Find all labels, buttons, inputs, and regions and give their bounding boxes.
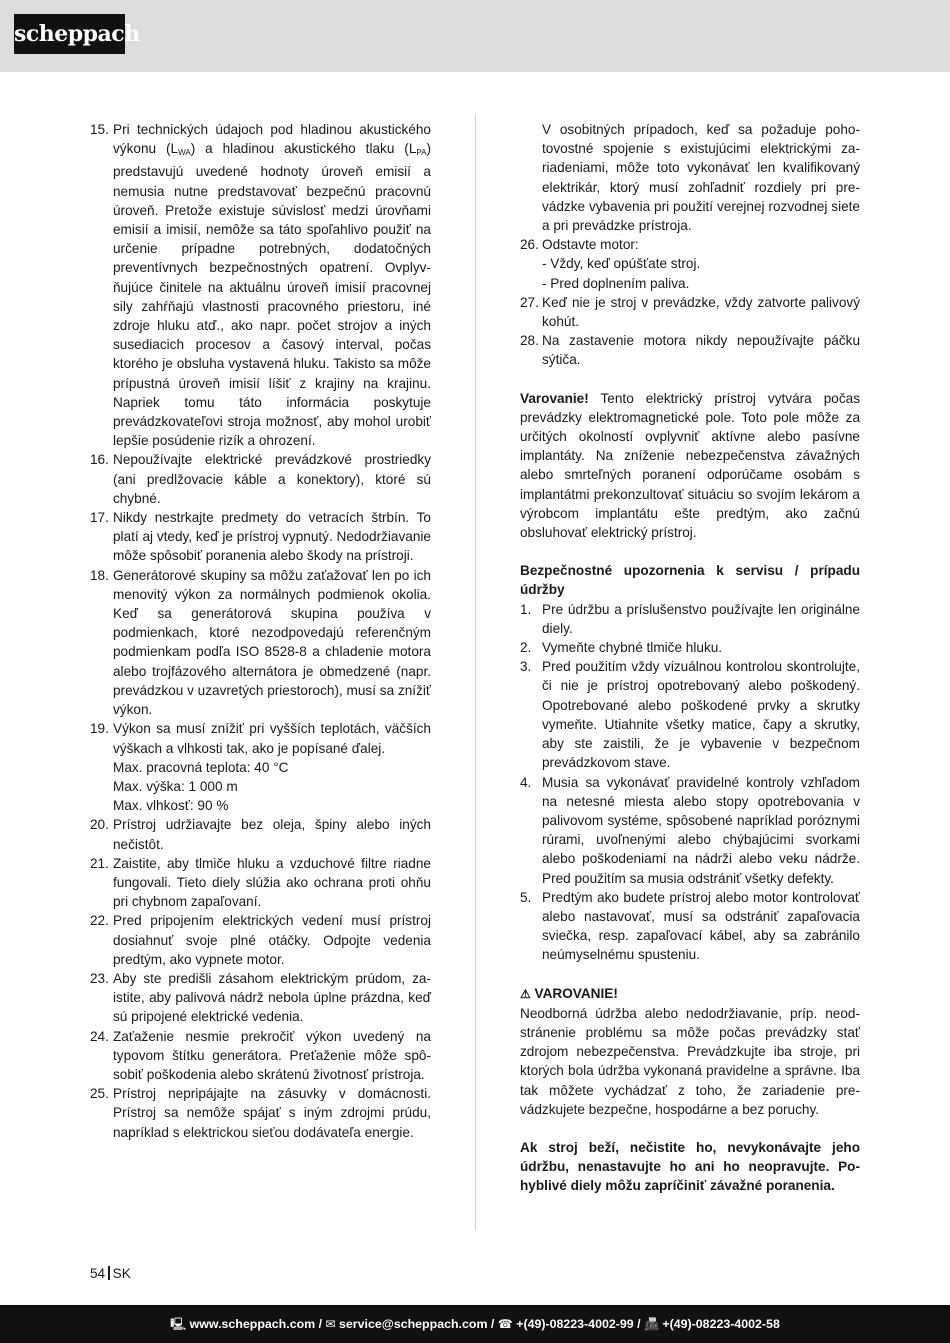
service-item-5 <box>520 888 860 965</box>
list-item-20 <box>90 815 431 853</box>
text-part: ) a hladinou akustického tlaku (L <box>190 141 417 157</box>
item-number: 1. <box>520 601 532 617</box>
item-number: 20. <box>90 817 109 833</box>
item-text: Pred použitím vždy vizuálnou kontrolou skontrolujte, či nie je prístroj opotrebovaný alebo poškodený. Opotrebované alebo poškodené prvky a skrutky vymeňte. Utiahnite všetky matice, čapy a skrutky, aby ste zaistili, že je vybavenie v bezpečnom prevádzkovom stave. <box>542 659 860 771</box>
varovanie-title: VAROVANIE! <box>534 985 618 1001</box>
list-item-23 <box>90 969 431 1027</box>
list-item-24 <box>90 1027 431 1085</box>
max-altitude: Max. výška: 1 000 m <box>113 778 238 794</box>
item-number: 16. <box>90 452 109 468</box>
list-item-18 <box>90 566 431 720</box>
item-number: 25. <box>90 1086 109 1102</box>
footer-separator: / <box>315 1317 326 1331</box>
spacer <box>520 542 860 561</box>
item-text: Vymeňte chybné tlmiče hluku. <box>542 640 723 656</box>
service-item-4 <box>520 773 860 888</box>
warning-triangle-icon: ⚠ <box>520 986 531 1001</box>
item-26-sub-a: - Vždy, keď opúšťate stroj. <box>542 256 701 272</box>
warning-label: Varovanie! <box>520 390 589 406</box>
warning-text: Tento elektrický prístroj vytvára počas prevádzky elektromagnetické pole. Toto pole môže za určitých okolností ovplyvniť aktívne alebo pasívne implantáty. Na zníženie nebezpečenstva závažných alebo smrteľných poranení odporúčame osobám s implantátmi prekonzultovať situáciu so svojím lekárom a výrobcom implantátu ešte predtým, ako začnú obsluhovať elektrický prístroj. <box>520 390 860 541</box>
subscript-pa: PA <box>416 148 427 158</box>
item-number: 28. <box>520 333 539 349</box>
list-item-21 <box>90 854 431 912</box>
item-number: 23. <box>90 970 109 986</box>
item-number: 4. <box>520 774 532 790</box>
list-item-15 <box>90 120 431 450</box>
phone-number: +(49)-08223-4002-99 <box>516 1317 634 1331</box>
list-item-26 <box>520 235 860 293</box>
service-heading: Bezpečnostné upozornenia k servisu / prípadu údržby <box>520 563 860 598</box>
website-link[interactable]: www.scheppach.com <box>189 1317 316 1331</box>
list-item-28 <box>520 331 860 369</box>
list-item-17 <box>90 508 431 566</box>
mail-icon: ✉ <box>325 1317 336 1331</box>
item-number: 18. <box>90 567 109 583</box>
item-number: 3. <box>520 659 532 675</box>
page-number: 54 <box>90 1266 106 1281</box>
varovanie-text: Neodborná údržba alebo nedodržiavanie, príp. neodstránenie problému sa môže počas prevádzky stať zdrojom nebezpečenstva. Prevádzkujte iba stroje, pri ktorých bola údržba vykonaná pravidelne a správne. Iba tak môžete vychádzať z toho, že zariadenie prevádzkujete bezpečne, hospodárne a bez poruchy. <box>520 1005 860 1117</box>
item-number: 27. <box>520 294 539 310</box>
service-item-2 <box>520 638 860 657</box>
item-number: 24. <box>90 1028 109 1044</box>
item-26-sub-b: - Pred doplnením paliva. <box>542 275 690 291</box>
item-text: Prístroj nepripájajte na zásuvky v domácnosti. Prístroj sa nemôže spájať s iným zdrojmi prúdu, napríklad s elektrickou sieťou dodávateľa energie. <box>113 1086 431 1140</box>
item-number: 21. <box>90 855 109 871</box>
right-column <box>520 120 860 1196</box>
list-item-25-continued: V osobitných prípadoch, keď sa požaduje pohotovostné spojenie s existujúcimi elektrickými zariadeniami, môže toto vykonávať len kvalifikovaný elektrikár, ktorý musí zohľadniť rozdiely pri prevádzke vybavenia pri použití verejnej rozvodnej siete a pri prevádzke prístroja. <box>542 122 860 234</box>
service-item-1 <box>520 600 860 638</box>
item-text: Predtým ako budete prístroj alebo motor kontrolovať alebo nastavovať, musí sa odstrániť zapaľovacia sviečka, resp. zapaľovací kábel, aby sa zabránilo neúmyselnému spusteniu. <box>542 889 860 963</box>
item-number: 22. <box>90 913 109 929</box>
varovanie-heading <box>520 984 860 1004</box>
max-temperature: Max. pracovná teplota: 40 °C <box>113 759 289 775</box>
item-text: Keď nie je stroj v prevádzke, vždy zatvorte palivový kohút. <box>542 294 860 330</box>
spacer <box>520 1119 860 1138</box>
item-number: 15. <box>90 122 109 137</box>
text-part: ) predstavujú uvedené hodnoty úroveň emisií a nemusia nutne predstavovať bezpečnú pracovnú úroveň. Pretože existuje súvislosť medzi úrovňami emisií a imisií, nemôže sa táto spoľahlivo použiť na určenie prípadne potrebných, dodatočných preventívnych bezpečnostných opatrení. Ovplyvňujúce činitele na aktuálnu úroveň imisií pracovnej sily zahŕňajú vlastnosti pracovného priestoru, iné zdroje hluku atď., ako napr. počet strojov a iných susediacich procesov a časový interval, počas ktorého je obsluha vystavená hluku. Takisto sa môže prípustná úroveň imisií líšiť z krajiny na krajinu. Napriek tomu táto informácia poskytuje prevádzkovateľovi stroja možnosť, aby mohol urobiť lepšie posúdenie rizík a ohrození. <box>113 141 431 449</box>
phone-icon: ☎ <box>497 1317 513 1331</box>
list-item-25 <box>90 1084 431 1142</box>
page-separator <box>108 1266 110 1280</box>
emf-warning-paragraph <box>520 389 860 543</box>
item-number: 26. <box>520 237 539 253</box>
scheppach-logo: scheppach <box>14 14 125 54</box>
item-26-text: Odstavte motor: <box>542 237 639 253</box>
left-column <box>90 120 431 1142</box>
item-text: Pred pripojením elektrických vedení musí prístroj dosiahnuť svoje plné otáčky. Odpojte vedenia predtým, ako vypnete motor. <box>113 913 431 967</box>
item-number: 5. <box>520 889 532 905</box>
list-item-27 <box>520 293 860 331</box>
list-item-22 <box>90 911 431 969</box>
item-19-text: Výkon sa musí znížiť pri vyšších teplotách, väčších výškach a vlhkosti tak, ako je popísané ďalej. <box>113 721 431 756</box>
fax-number: +(49)-08223-4002-58 <box>662 1317 780 1331</box>
computer-icon: 🖳 <box>170 1317 187 1331</box>
service-item-3 <box>520 657 860 772</box>
item-number: 17. <box>90 510 109 526</box>
email-link[interactable]: service@scheppach.com <box>339 1317 488 1331</box>
spacer <box>520 370 860 389</box>
fax-icon: 📠 <box>643 1317 659 1331</box>
item-text: Musia sa vykonávať pravidelné kontroly vzhľadom na netesné miesta alebo stopy opotrebovania v palivovom systéme, spôsobené napríklad poróznymi rúrami, uvoľnenými alebo chýbajúcimi svorkami alebo poškodeniami na nádrži alebo veku nádrže. Pred použitím sa musia odstrániť všetky defekty. <box>542 774 860 886</box>
item-text: Generátorové skupiny sa môžu zaťažovať len po ich menovitý výkon za normálnych podmienok okolia. Keď sa generátorová skupina používa v podmienkach, ktoré nezodpovedajú referenčným podmienkam podľa ISO 8528-8 a chladenie motora alebo trojfázového alternátora je obmedzené (napr. prevádzkou v uzavretých priestoroch), musí sa znížiť výkon. <box>113 567 431 718</box>
item-text: Aby ste predišli zásahom elektrickým prúdom, zaistite, aby palivová nádrž nebola úplne prázdna, keď sú pripojené elektrické vedenia. <box>113 970 431 1025</box>
item-text: Prístroj udržiavajte bez oleja, špiny alebo iných nečistôt. <box>113 817 431 852</box>
item-text <box>542 235 860 293</box>
item-text <box>113 719 431 815</box>
list-item-16 <box>90 450 431 508</box>
item-text: Na zastavenie motora nikdy nepoužívajte páčku sýtiča. <box>542 333 860 368</box>
max-humidity: Max. vlhkosť: 90 % <box>113 798 229 814</box>
list-item-19 <box>90 719 431 815</box>
subscript-wa: WA <box>178 148 191 158</box>
language-code: SK <box>112 1266 131 1281</box>
item-text: Nepoužívajte elektrické prevádzkové prostriedky (ani predlžovacie káble a konektory), ktoré sú chybné. <box>113 452 431 506</box>
column-divider <box>475 115 476 1230</box>
item-number: 2. <box>520 640 532 656</box>
item-text: Zaťaženie nesmie prekročiť výkon uvedený na typovom štítku generátora. Preťaženie môže spôsobiť poškodenia alebo skrátenú životnosť prístroja. <box>113 1028 431 1082</box>
text-part: Pri technických údajoch pod hladinou akustického výkonu (L <box>113 122 431 157</box>
final-bold-warning: Ak stroj beží, nečistite ho, nevykonávajte jeho údržbu, nenastavujte ho ani ho neopravujte. Pohyblivé diely môžu zapríčiniť závažné poranenia. <box>520 1139 860 1194</box>
item-text <box>113 120 431 450</box>
header-bar <box>0 0 950 72</box>
item-text: Pre údržbu a príslušenstvo používajte len originálne diely. <box>542 601 860 636</box>
spacer <box>520 965 860 984</box>
item-text: Zaistite, aby tlmiče hluku a vzduchové filtre riadne fungovali. Tieto diely slúžia ako ochrana proti ohňu pri chybnom zapaľovaní. <box>113 855 431 910</box>
item-text: Nikdy nestrkajte predmety do vetracích štrbín. To platí aj vtedy, keď je prístroj vypnutý. Nedodržiavanie môže spôsobiť poranenia alebo škody na prístroji. <box>113 510 431 564</box>
contact-footer-bar <box>0 1305 950 1343</box>
footer-separator: / <box>487 1317 498 1331</box>
page-number-footer <box>90 1266 131 1281</box>
footer-separator: / <box>633 1317 644 1331</box>
item-number: 19. <box>90 721 109 737</box>
